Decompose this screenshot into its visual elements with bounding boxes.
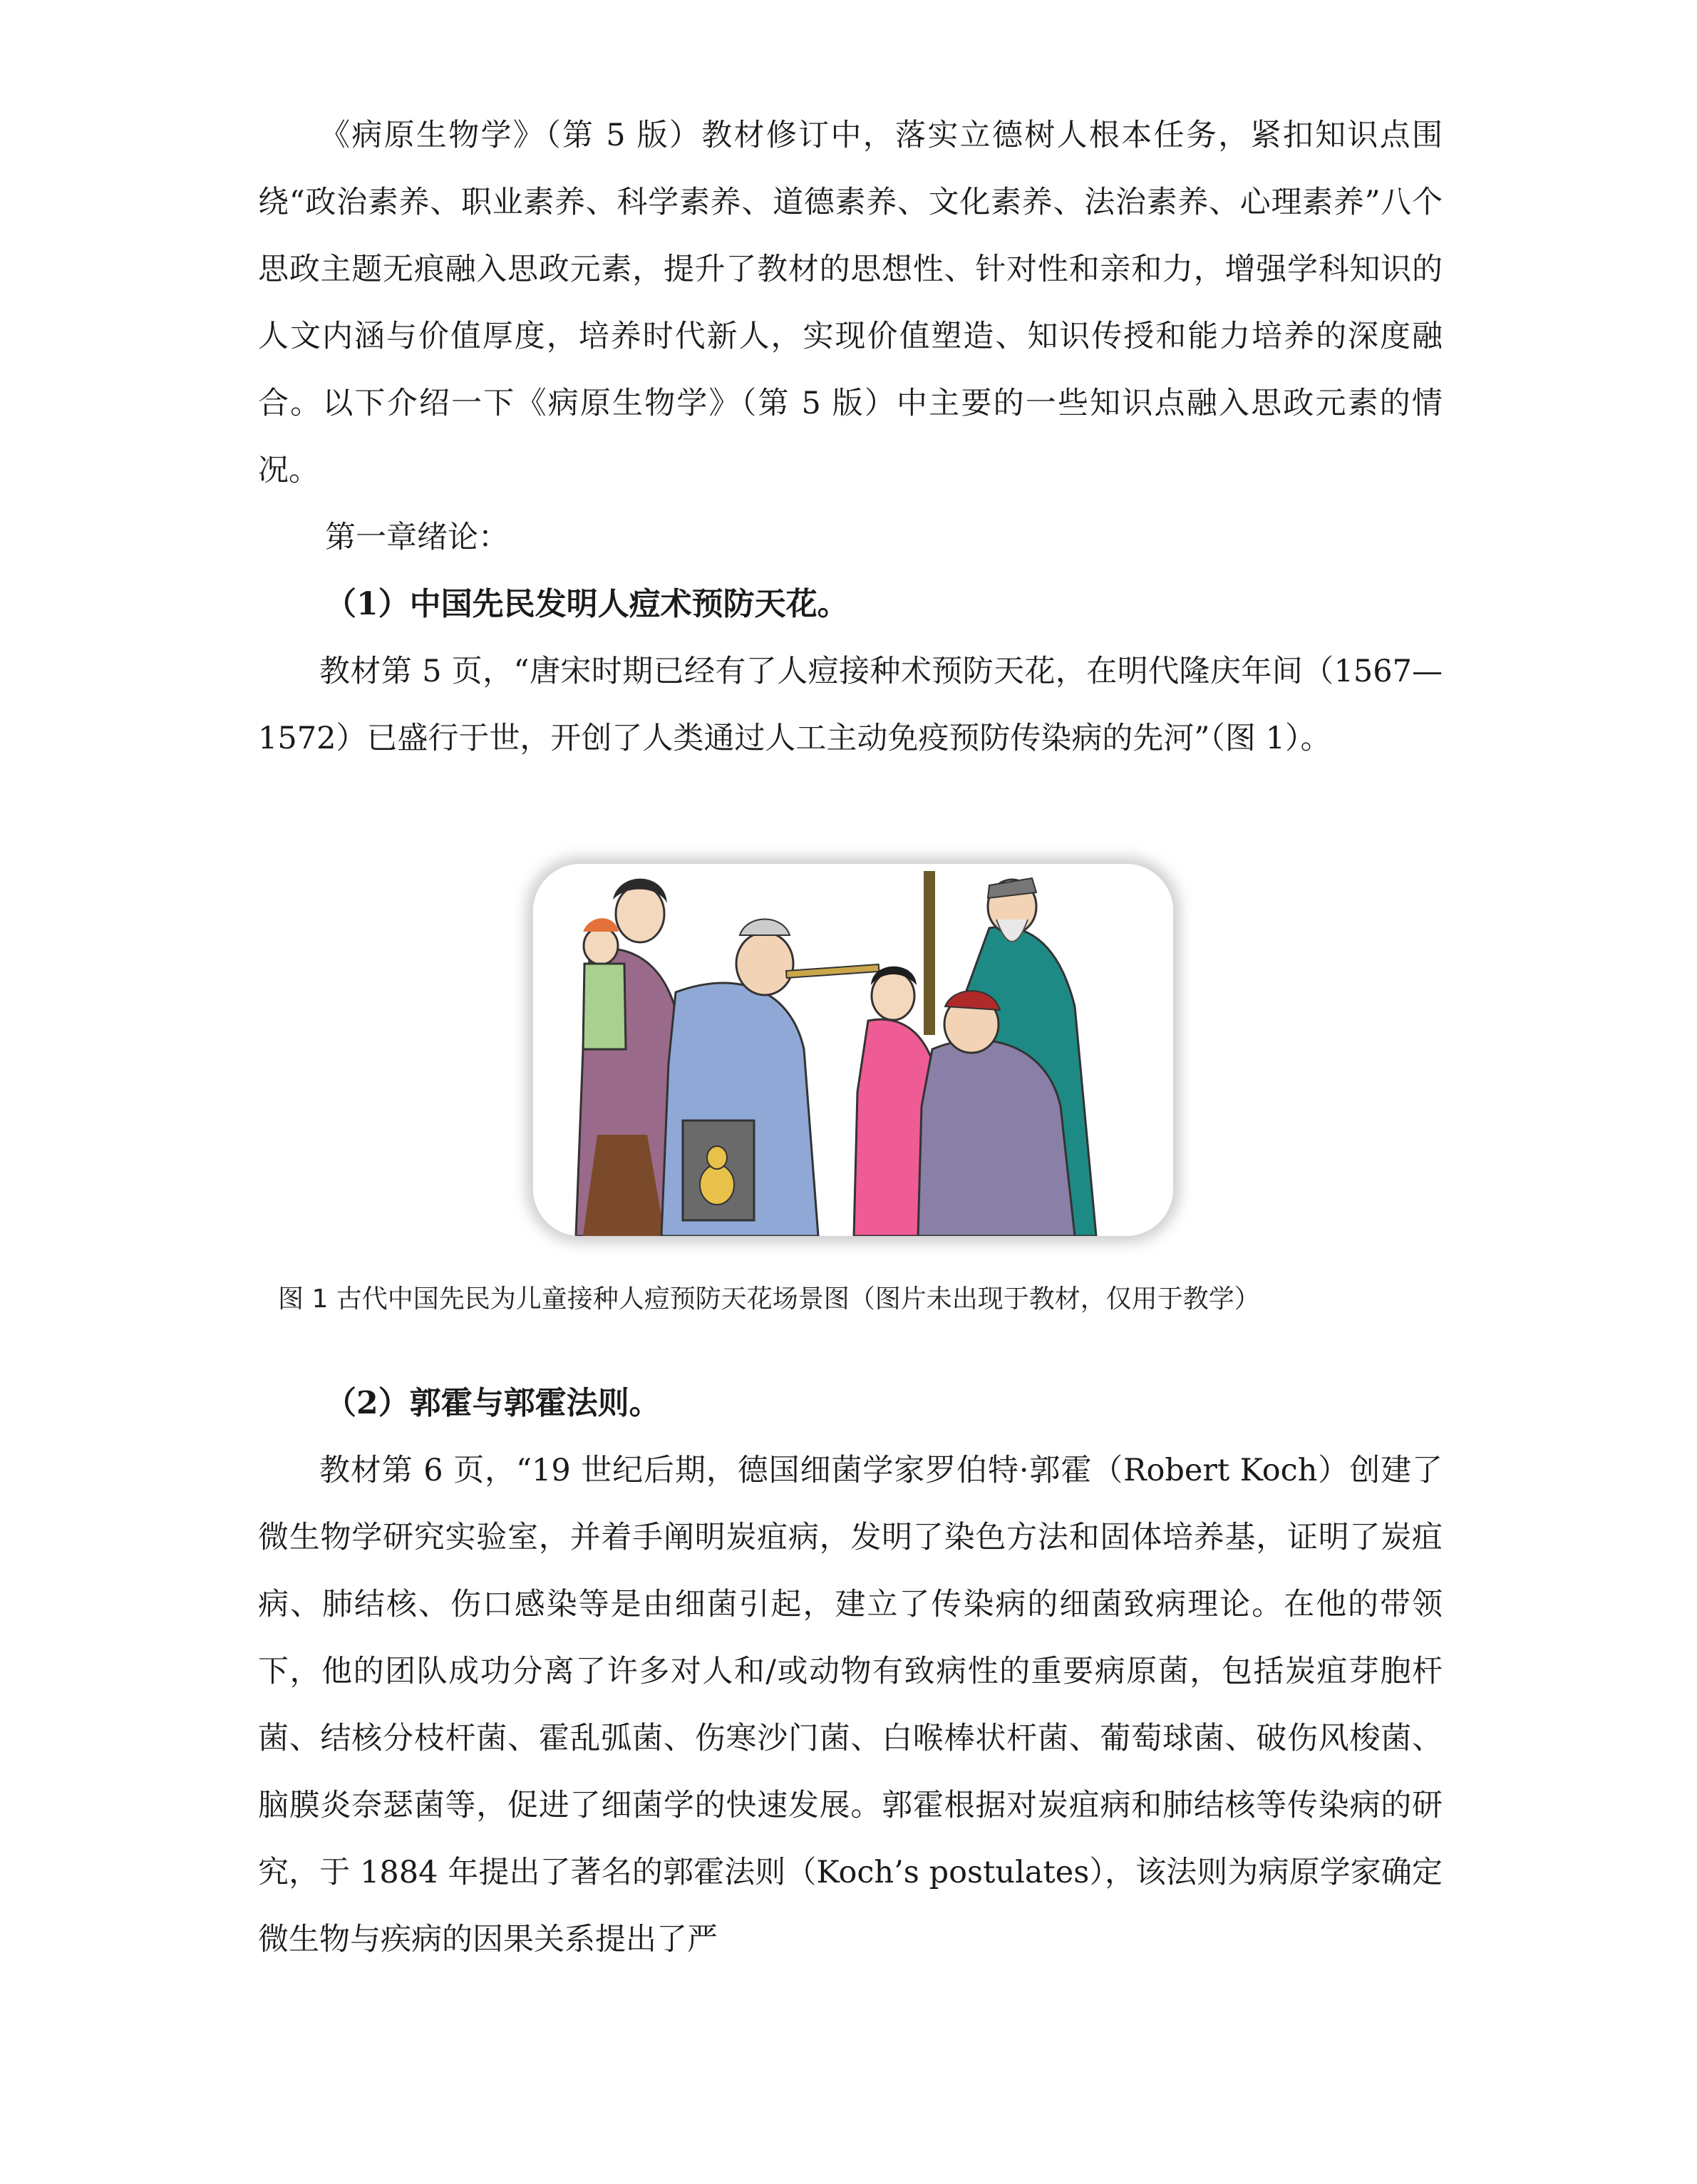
intro-paragraph: 《病原生物学》（第 5 版）教材修订中，落实立德树人根本任务，紧扣知识点围绕“政治素养、职业素养、科学素养、道德素养、文化素养、法治素养、心理素养”八个思政主题无痕融入思政元素，提升了教材的思想性、针对性和亲和力，增强学科知识的人文内涵与价值厚度，培养时代新人，实现价值塑造、知识传授和能力培养的深度融合。以下介绍一下《病原生物学》（第 5 版）中主要的一些知识点融入思政元素的情况。 <box>258 118 1443 488</box>
chapter-title: 第一章绪论： <box>325 520 509 555</box>
section-2-heading: （2）郭霍与郭霍法则。 <box>325 1385 661 1421</box>
smallpox-inoculation-illustration <box>533 864 1173 1236</box>
section-2-paragraph: 教材第 6 页，“19 世纪后期，德国细菌学家罗伯特·郭霍（Robert Koch）创建了微生物学研究实验室，并着手阐明炭疽病，发明了染色方法和固体培养基，证明了炭疽病、肺结核、伤口感染等是由细菌引起，建立了传染病的细菌致病理论。在他的带领下，他的团队成功分离了许多对人和/或动物有致病性的重要病原菌，包括炭疽芽胞杆菌、结核分枝杆菌、霍乱弧菌、伤寒沙门菌、白喉棒状杆菌、葡萄球菌、破伤风梭菌、脑膜炎奈瑟菌等，促进了细菌学的快速发展。郭霍根据对炭疽病和肺结核等传染病的研究，于 1884 年提出了著名的郭霍法则（Koch’s postulates），该法则为病原学家确定微生物与疾病的因果关系提出了严 <box>258 1453 1443 1957</box>
section-1-paragraph: 教材第 5 页，“唐宋时期已经有了人痘接种术预防天花，在明代隆庆年间（1567—1572）已盛行于世，开创了人类通过人工主动免疫预防传染病的先河”（图 1）。 <box>258 654 1443 756</box>
section-1-heading: （1）中国先民发明人痘术预防天花。 <box>325 586 849 622</box>
figure-caption: 图 1 古代中国先民为儿童接种人痘预防天花场景图（图片未出现于教材，仅用于教学） <box>278 1284 1260 1314</box>
